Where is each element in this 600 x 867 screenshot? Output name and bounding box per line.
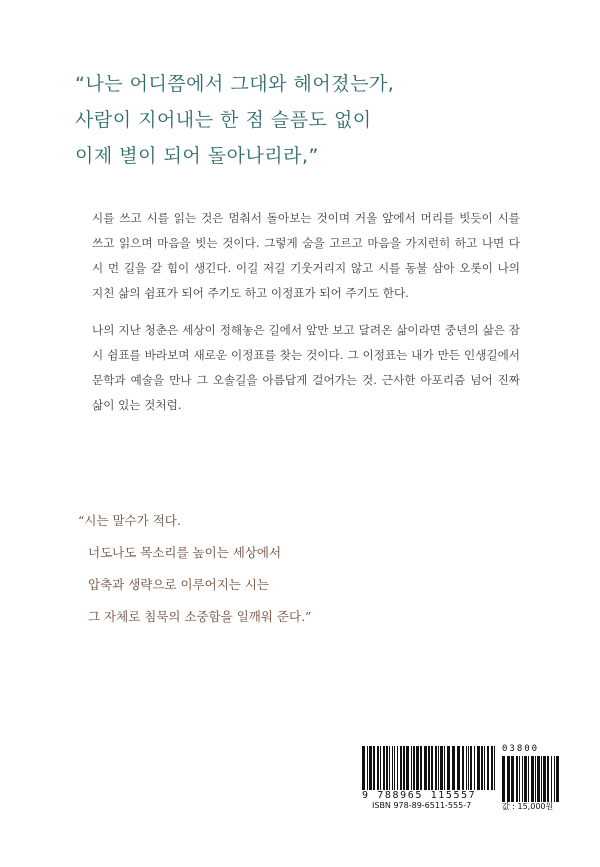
barcode-bar	[547, 756, 549, 802]
isbn-label: ISBN 978-89-6511-555-7	[372, 801, 472, 810]
barcode-bar	[444, 746, 445, 790]
bottom-quote-line: “시는 말수가 적다.	[78, 513, 181, 528]
barcode-digits: 9 788965 115557	[362, 790, 477, 801]
body-text	[92, 206, 520, 430]
barcode-bar	[457, 746, 460, 790]
barcode-bar	[487, 746, 489, 790]
bottom-quote-line: 너도나도 목소리를 높이는 세상에서	[88, 545, 282, 560]
barcode-bar	[470, 746, 472, 790]
barcode-bar	[535, 756, 536, 802]
barcode-bar	[491, 746, 493, 790]
barcode-bar	[484, 746, 485, 790]
barcode-bar	[380, 746, 381, 790]
barcode-bar	[511, 756, 514, 802]
barcode-bar	[494, 746, 495, 790]
barcode-bar	[413, 746, 415, 790]
barcode-bar	[377, 746, 379, 790]
barcode-bar	[424, 746, 427, 790]
barcode-bar	[392, 746, 393, 790]
addon-barcode	[502, 756, 560, 802]
barcode-bar	[477, 746, 480, 790]
barcode-bar	[416, 746, 419, 790]
barcode-bar	[411, 746, 412, 790]
barcode-bar	[516, 756, 518, 802]
barcode-bar	[522, 756, 523, 802]
barcode-bar	[519, 756, 520, 802]
barcode-bar	[431, 746, 433, 790]
barcode-bar	[528, 756, 529, 802]
barcode-bar	[481, 746, 483, 790]
bottom-quote-line: 압축과 생략으로 이루어지는 시는	[88, 577, 269, 592]
barcode-bar	[462, 746, 464, 790]
barcode-bar	[362, 746, 365, 790]
barcode-bar	[373, 746, 375, 790]
isbn-barcode	[362, 746, 497, 790]
barcode-bar	[537, 756, 540, 802]
barcode-bar	[367, 746, 368, 790]
barcode-bar	[468, 746, 469, 790]
barcode-bar	[452, 746, 455, 790]
barcode-bar	[466, 746, 467, 790]
barcode-bar	[531, 756, 534, 802]
barcode-bar	[507, 756, 510, 802]
top-quote-line: 이제 별이 되어 돌아나리라,”	[75, 145, 319, 167]
barcode-bar	[554, 756, 555, 802]
barcode-bar	[428, 746, 430, 790]
top-quote-line: “나는 어디쯤에서 그대와 헤어졌는가,	[75, 73, 395, 95]
top-quote-line: 사람이 지어내는 한 점 슬픔도 없이	[75, 109, 372, 131]
body-paragraph: 나의 지난 청춘은 세상이 정해놓은 길에서 앞만 보고 달려온 삶이라면 중년의 삶은 잠시 쉼표를 바라보며 새로운 이정표를 찾는 것이다. 그 이정표는 내가 만든 인생길에서 문학과 예술을 만나 그 오솔길을 아름답게 걸어가는 것. 근사한 아포리즘 넘어 진짜 삶이 있는 것처럼.	[92, 323, 520, 412]
barcode-bar	[524, 756, 527, 802]
barcode-bar	[406, 746, 409, 790]
barcode-bar	[403, 746, 405, 790]
top-quote	[75, 66, 575, 174]
barcode-bar	[383, 746, 385, 790]
barcode-bar	[369, 746, 372, 790]
barcode-bar	[397, 746, 398, 790]
barcode-bar	[420, 746, 422, 790]
barcode-bar	[435, 746, 437, 790]
barcode-block	[362, 744, 584, 811]
barcode-bar	[400, 746, 402, 790]
bottom-quote-line: 그 자체로 침묵의 소중함을 일깨워 준다.”	[88, 609, 312, 624]
barcode-bar	[389, 746, 390, 790]
addon-number: 03800	[502, 744, 540, 754]
barcode-bar	[502, 756, 505, 802]
barcode-bar	[474, 746, 475, 790]
barcode-bar	[386, 746, 388, 790]
barcode-bar	[541, 756, 542, 802]
barcode-bar	[551, 756, 552, 802]
bottom-quote	[78, 505, 538, 633]
barcode-bar	[394, 746, 395, 790]
barcode-bar	[447, 746, 450, 790]
price-label: 값 : 15,000원	[502, 802, 554, 811]
barcode-bar	[543, 756, 546, 802]
body-paragraph: 시를 쓰고 시를 읽는 것은 멈춰서 돌아보는 것이며 거울 앞에서 머리를 빗듯이 시를 쓰고 읽으며 마음을 빗는 것이다. 그렇게 숨을 고르고 마음을 가지런히 하고 나면 다시 먼 길을 갈 힘이 생긴다. 이길 저길 기웃거리지 않고 시를 동불 삼아 오롯이 나의 지친 삶의 쉼표가 되어 주기도 하고 이정표가 되어 주기도 한다.	[92, 211, 520, 300]
barcode-bar	[440, 746, 443, 790]
barcode-bar	[438, 746, 439, 790]
barcode-bar	[556, 756, 559, 802]
